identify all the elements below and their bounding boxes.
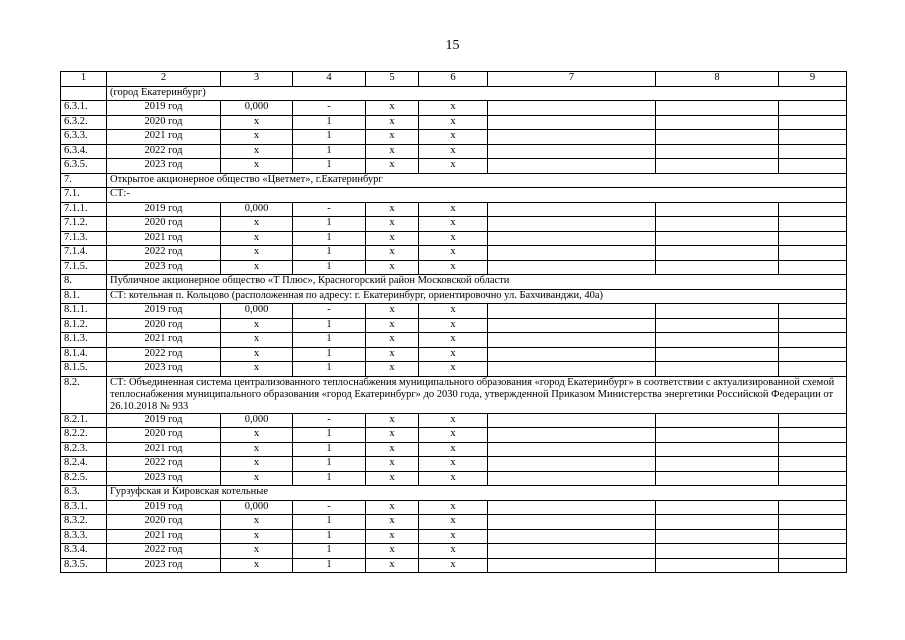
value-cell: х bbox=[221, 347, 293, 362]
header-cell: 8 bbox=[656, 72, 779, 87]
value-cell bbox=[488, 144, 656, 159]
value-cell bbox=[488, 457, 656, 472]
year-cell: 2023 год bbox=[107, 362, 221, 377]
value-cell: 1 bbox=[293, 333, 366, 348]
value-cell bbox=[779, 202, 847, 217]
value-cell bbox=[488, 362, 656, 377]
value-cell bbox=[488, 428, 656, 443]
value-cell: х bbox=[419, 413, 488, 428]
section-title: СТ:- bbox=[107, 188, 847, 203]
value-cell: х bbox=[366, 428, 419, 443]
value-cell bbox=[656, 159, 779, 174]
year-cell: 2019 год bbox=[107, 101, 221, 116]
value-cell: 0,000 bbox=[221, 413, 293, 428]
value-cell: х bbox=[419, 544, 488, 559]
value-cell: х bbox=[366, 231, 419, 246]
value-cell bbox=[779, 500, 847, 515]
table-row bbox=[61, 515, 847, 530]
page-number: 15 bbox=[445, 38, 460, 53]
value-cell: 1 bbox=[293, 130, 366, 145]
header-cell: 2 bbox=[107, 72, 221, 87]
value-cell bbox=[656, 558, 779, 573]
value-cell bbox=[656, 231, 779, 246]
row-number: 7.1.4. bbox=[61, 246, 107, 261]
row-number: 7.1.5. bbox=[61, 260, 107, 275]
value-cell: х bbox=[366, 362, 419, 377]
value-cell bbox=[779, 457, 847, 472]
section-number: 8.3. bbox=[61, 486, 107, 501]
value-cell: х bbox=[221, 130, 293, 145]
table-row bbox=[61, 471, 847, 486]
header-cell: 9 bbox=[779, 72, 847, 87]
row-number: 8.2.3. bbox=[61, 442, 107, 457]
value-cell bbox=[488, 217, 656, 232]
value-cell bbox=[656, 442, 779, 457]
value-cell: х bbox=[366, 159, 419, 174]
section-row bbox=[61, 188, 847, 203]
table-row bbox=[61, 231, 847, 246]
value-cell: 1 bbox=[293, 115, 366, 130]
value-cell: х bbox=[366, 333, 419, 348]
value-cell: 1 bbox=[293, 471, 366, 486]
section-number: 7. bbox=[61, 173, 107, 188]
row-number: 7.1.3. bbox=[61, 231, 107, 246]
value-cell bbox=[656, 202, 779, 217]
section-row bbox=[61, 86, 847, 101]
table-row bbox=[61, 217, 847, 232]
value-cell: х bbox=[419, 144, 488, 159]
row-number: 7.1.2. bbox=[61, 217, 107, 232]
year-cell: 2021 год bbox=[107, 231, 221, 246]
year-cell: 2023 год bbox=[107, 159, 221, 174]
value-cell bbox=[779, 217, 847, 232]
row-number: 8.2.4. bbox=[61, 457, 107, 472]
value-cell: х bbox=[419, 202, 488, 217]
section-number: 8. bbox=[61, 275, 107, 290]
year-cell: 2020 год bbox=[107, 115, 221, 130]
value-cell: х bbox=[419, 231, 488, 246]
year-cell: 2022 год bbox=[107, 347, 221, 362]
value-cell: х bbox=[221, 246, 293, 261]
value-cell: 1 bbox=[293, 260, 366, 275]
row-number: 8.1.5. bbox=[61, 362, 107, 377]
tariff-table bbox=[60, 71, 847, 573]
table-row bbox=[61, 347, 847, 362]
value-cell: х bbox=[419, 246, 488, 261]
table-body bbox=[61, 72, 847, 573]
value-cell: х bbox=[419, 500, 488, 515]
value-cell: х bbox=[419, 529, 488, 544]
value-cell: 1 bbox=[293, 318, 366, 333]
value-cell bbox=[779, 529, 847, 544]
value-cell bbox=[488, 231, 656, 246]
year-cell: 2022 год bbox=[107, 246, 221, 261]
value-cell bbox=[656, 347, 779, 362]
table-row bbox=[61, 558, 847, 573]
value-cell: х bbox=[221, 442, 293, 457]
section-number bbox=[61, 86, 107, 101]
value-cell: х bbox=[221, 159, 293, 174]
value-cell: х bbox=[366, 500, 419, 515]
year-cell: 2022 год bbox=[107, 457, 221, 472]
value-cell bbox=[656, 144, 779, 159]
value-cell: х bbox=[419, 515, 488, 530]
row-number: 6.3.3. bbox=[61, 130, 107, 145]
value-cell bbox=[656, 362, 779, 377]
section-number: 8.2. bbox=[61, 376, 107, 413]
value-cell bbox=[488, 500, 656, 515]
value-cell bbox=[779, 144, 847, 159]
value-cell: х bbox=[419, 333, 488, 348]
value-cell: х bbox=[419, 442, 488, 457]
value-cell bbox=[488, 544, 656, 559]
value-cell: х bbox=[366, 217, 419, 232]
value-cell: 1 bbox=[293, 217, 366, 232]
value-cell: 0,000 bbox=[221, 500, 293, 515]
value-cell bbox=[488, 529, 656, 544]
table-row bbox=[61, 529, 847, 544]
value-cell bbox=[656, 471, 779, 486]
table-row bbox=[61, 101, 847, 116]
value-cell bbox=[656, 333, 779, 348]
value-cell bbox=[488, 558, 656, 573]
value-cell: х bbox=[419, 260, 488, 275]
value-cell: х bbox=[366, 529, 419, 544]
value-cell: х bbox=[221, 333, 293, 348]
table-row bbox=[61, 500, 847, 515]
value-cell bbox=[656, 130, 779, 145]
table-row bbox=[61, 442, 847, 457]
section-title: СТ: котельная п. Кольцово (расположенная по адресу: г. Екатеринбург, ориентировочно ул. Бахчиванджи, 40а) bbox=[107, 289, 847, 304]
value-cell: х bbox=[221, 457, 293, 472]
value-cell: х bbox=[221, 231, 293, 246]
value-cell: х bbox=[221, 544, 293, 559]
row-number: 7.1.1. bbox=[61, 202, 107, 217]
value-cell: - bbox=[293, 101, 366, 116]
value-cell bbox=[779, 333, 847, 348]
row-number: 8.1.3. bbox=[61, 333, 107, 348]
value-cell bbox=[779, 130, 847, 145]
year-cell: 2020 год bbox=[107, 318, 221, 333]
row-number: 8.2.2. bbox=[61, 428, 107, 443]
value-cell: х bbox=[366, 413, 419, 428]
year-cell: 2019 год bbox=[107, 304, 221, 319]
value-cell bbox=[656, 457, 779, 472]
value-cell bbox=[779, 442, 847, 457]
value-cell: х bbox=[419, 558, 488, 573]
year-cell: 2020 год bbox=[107, 515, 221, 530]
value-cell bbox=[656, 500, 779, 515]
value-cell: х bbox=[221, 529, 293, 544]
section-title: СТ: Объединенная система централизованного теплоснабжения муниципального образования «город Екатеринбург» в соответствии с актуализированной схемой теплоснабжения муниципального образования «город Екатеринбург» до 2030 года, утвержденной Приказом Министерства энергетики Российской Федерации от 26.10.2018 № 933 bbox=[107, 376, 847, 413]
value-cell bbox=[779, 246, 847, 261]
value-cell: 1 bbox=[293, 558, 366, 573]
table-row bbox=[61, 413, 847, 428]
value-cell bbox=[488, 246, 656, 261]
value-cell bbox=[779, 515, 847, 530]
year-cell: 2019 год bbox=[107, 413, 221, 428]
section-number: 8.1. bbox=[61, 289, 107, 304]
table-row bbox=[61, 318, 847, 333]
value-cell: х bbox=[419, 457, 488, 472]
value-cell bbox=[779, 159, 847, 174]
section-row bbox=[61, 376, 847, 413]
value-cell bbox=[779, 558, 847, 573]
value-cell: 1 bbox=[293, 457, 366, 472]
value-cell bbox=[779, 413, 847, 428]
table-row bbox=[61, 333, 847, 348]
year-cell: 2021 год bbox=[107, 130, 221, 145]
row-number: 8.2.1. bbox=[61, 413, 107, 428]
value-cell bbox=[488, 260, 656, 275]
value-cell bbox=[488, 318, 656, 333]
value-cell bbox=[656, 101, 779, 116]
table-row bbox=[61, 260, 847, 275]
value-cell: 0,000 bbox=[221, 304, 293, 319]
section-row bbox=[61, 289, 847, 304]
year-cell: 2023 год bbox=[107, 558, 221, 573]
value-cell: х bbox=[419, 318, 488, 333]
section-row bbox=[61, 173, 847, 188]
value-cell: х bbox=[221, 318, 293, 333]
value-cell: х bbox=[366, 144, 419, 159]
value-cell: х bbox=[366, 101, 419, 116]
header-cell: 1 bbox=[61, 72, 107, 87]
header-cell: 5 bbox=[366, 72, 419, 87]
value-cell: х bbox=[221, 144, 293, 159]
header-cell: 7 bbox=[488, 72, 656, 87]
value-cell: х bbox=[366, 347, 419, 362]
value-cell: х bbox=[419, 115, 488, 130]
value-cell: х bbox=[419, 362, 488, 377]
section-title: Открытое акционерное общество «Цветмет», г.Екатеринбург bbox=[107, 173, 847, 188]
year-cell: 2021 год bbox=[107, 442, 221, 457]
value-cell: х bbox=[366, 471, 419, 486]
value-cell: 1 bbox=[293, 347, 366, 362]
value-cell: - bbox=[293, 500, 366, 515]
value-cell bbox=[488, 471, 656, 486]
table-row bbox=[61, 115, 847, 130]
value-cell bbox=[779, 304, 847, 319]
table-row bbox=[61, 457, 847, 472]
header-cell: 6 bbox=[419, 72, 488, 87]
header-cell: 4 bbox=[293, 72, 366, 87]
value-cell: х bbox=[366, 260, 419, 275]
value-cell bbox=[779, 231, 847, 246]
row-number: 6.3.4. bbox=[61, 144, 107, 159]
value-cell: х bbox=[221, 558, 293, 573]
year-cell: 2020 год bbox=[107, 428, 221, 443]
value-cell: х bbox=[221, 362, 293, 377]
value-cell: 1 bbox=[293, 231, 366, 246]
value-cell: 1 bbox=[293, 362, 366, 377]
row-number: 6.3.2. bbox=[61, 115, 107, 130]
value-cell: х bbox=[366, 457, 419, 472]
value-cell: 1 bbox=[293, 515, 366, 530]
value-cell: х bbox=[419, 217, 488, 232]
value-cell: х bbox=[419, 304, 488, 319]
row-number: 8.3.4. bbox=[61, 544, 107, 559]
year-cell: 2022 год bbox=[107, 144, 221, 159]
value-cell bbox=[656, 318, 779, 333]
row-number: 8.3.2. bbox=[61, 515, 107, 530]
table-row bbox=[61, 246, 847, 261]
value-cell: 1 bbox=[293, 544, 366, 559]
value-cell bbox=[656, 529, 779, 544]
value-cell: х bbox=[366, 304, 419, 319]
year-cell: 2023 год bbox=[107, 471, 221, 486]
section-row bbox=[61, 275, 847, 290]
value-cell bbox=[656, 217, 779, 232]
value-cell: - bbox=[293, 413, 366, 428]
value-cell: 1 bbox=[293, 428, 366, 443]
row-number: 8.1.1. bbox=[61, 304, 107, 319]
value-cell: х bbox=[366, 246, 419, 261]
value-cell: - bbox=[293, 304, 366, 319]
value-cell bbox=[656, 260, 779, 275]
section-title: (город Екатеринбург) bbox=[107, 86, 847, 101]
table-row bbox=[61, 428, 847, 443]
value-cell bbox=[779, 544, 847, 559]
section-number: 7.1. bbox=[61, 188, 107, 203]
value-cell: 1 bbox=[293, 246, 366, 261]
value-cell: х bbox=[221, 428, 293, 443]
section-title: Гурзуфская и Кировская котельные bbox=[107, 486, 847, 501]
value-cell bbox=[488, 115, 656, 130]
row-number: 8.1.2. bbox=[61, 318, 107, 333]
value-cell: х bbox=[221, 260, 293, 275]
table-row bbox=[61, 202, 847, 217]
value-cell: х bbox=[419, 130, 488, 145]
value-cell bbox=[779, 101, 847, 116]
year-cell: 2023 год bbox=[107, 260, 221, 275]
row-number: 6.3.1. bbox=[61, 101, 107, 116]
value-cell bbox=[488, 304, 656, 319]
year-cell: 2021 год bbox=[107, 333, 221, 348]
value-cell bbox=[779, 347, 847, 362]
year-cell: 2021 год bbox=[107, 529, 221, 544]
value-cell: 1 bbox=[293, 442, 366, 457]
year-cell: 2019 год bbox=[107, 500, 221, 515]
table-row bbox=[61, 544, 847, 559]
year-cell: 2022 год bbox=[107, 544, 221, 559]
value-cell: 1 bbox=[293, 529, 366, 544]
value-cell: 0,000 bbox=[221, 101, 293, 116]
row-number: 8.3.3. bbox=[61, 529, 107, 544]
value-cell: х bbox=[419, 159, 488, 174]
row-number: 8.3.1. bbox=[61, 500, 107, 515]
value-cell: х bbox=[221, 471, 293, 486]
value-cell bbox=[779, 362, 847, 377]
value-cell: х bbox=[419, 428, 488, 443]
value-cell bbox=[656, 544, 779, 559]
value-cell: х bbox=[366, 130, 419, 145]
row-number: 8.2.5. bbox=[61, 471, 107, 486]
table-row bbox=[61, 362, 847, 377]
value-cell: х bbox=[221, 217, 293, 232]
value-cell: х bbox=[419, 471, 488, 486]
row-number: 8.3.5. bbox=[61, 558, 107, 573]
value-cell bbox=[488, 515, 656, 530]
value-cell bbox=[488, 333, 656, 348]
value-cell bbox=[779, 471, 847, 486]
value-cell bbox=[488, 413, 656, 428]
value-cell bbox=[488, 442, 656, 457]
value-cell bbox=[488, 347, 656, 362]
section-title: Публичное акционерное общество «Т Плюс», Красногорский район Московской области bbox=[107, 275, 847, 290]
row-number: 8.1.4. bbox=[61, 347, 107, 362]
row-number: 6.3.5. bbox=[61, 159, 107, 174]
table-row bbox=[61, 130, 847, 145]
value-cell bbox=[656, 115, 779, 130]
value-cell bbox=[656, 246, 779, 261]
value-cell bbox=[656, 428, 779, 443]
value-cell: х bbox=[419, 101, 488, 116]
value-cell: 1 bbox=[293, 144, 366, 159]
value-cell bbox=[488, 101, 656, 116]
table-header-row bbox=[61, 72, 847, 87]
value-cell bbox=[488, 159, 656, 174]
value-cell bbox=[488, 130, 656, 145]
header-cell: 3 bbox=[221, 72, 293, 87]
value-cell: х bbox=[419, 347, 488, 362]
value-cell: х bbox=[221, 515, 293, 530]
value-cell bbox=[779, 260, 847, 275]
year-cell: 2019 год bbox=[107, 202, 221, 217]
value-cell: х bbox=[366, 115, 419, 130]
value-cell bbox=[779, 318, 847, 333]
section-row bbox=[61, 486, 847, 501]
value-cell: 1 bbox=[293, 159, 366, 174]
value-cell bbox=[656, 304, 779, 319]
value-cell bbox=[488, 202, 656, 217]
value-cell bbox=[779, 115, 847, 130]
value-cell: х bbox=[366, 318, 419, 333]
value-cell: х bbox=[366, 558, 419, 573]
table-row bbox=[61, 304, 847, 319]
value-cell: - bbox=[293, 202, 366, 217]
value-cell bbox=[656, 515, 779, 530]
value-cell: х bbox=[366, 544, 419, 559]
value-cell bbox=[656, 413, 779, 428]
value-cell: 0,000 bbox=[221, 202, 293, 217]
value-cell: х bbox=[366, 515, 419, 530]
value-cell bbox=[779, 428, 847, 443]
table-row bbox=[61, 144, 847, 159]
table-row bbox=[61, 159, 847, 174]
value-cell: х bbox=[366, 442, 419, 457]
value-cell: х bbox=[366, 202, 419, 217]
value-cell: х bbox=[221, 115, 293, 130]
year-cell: 2020 год bbox=[107, 217, 221, 232]
